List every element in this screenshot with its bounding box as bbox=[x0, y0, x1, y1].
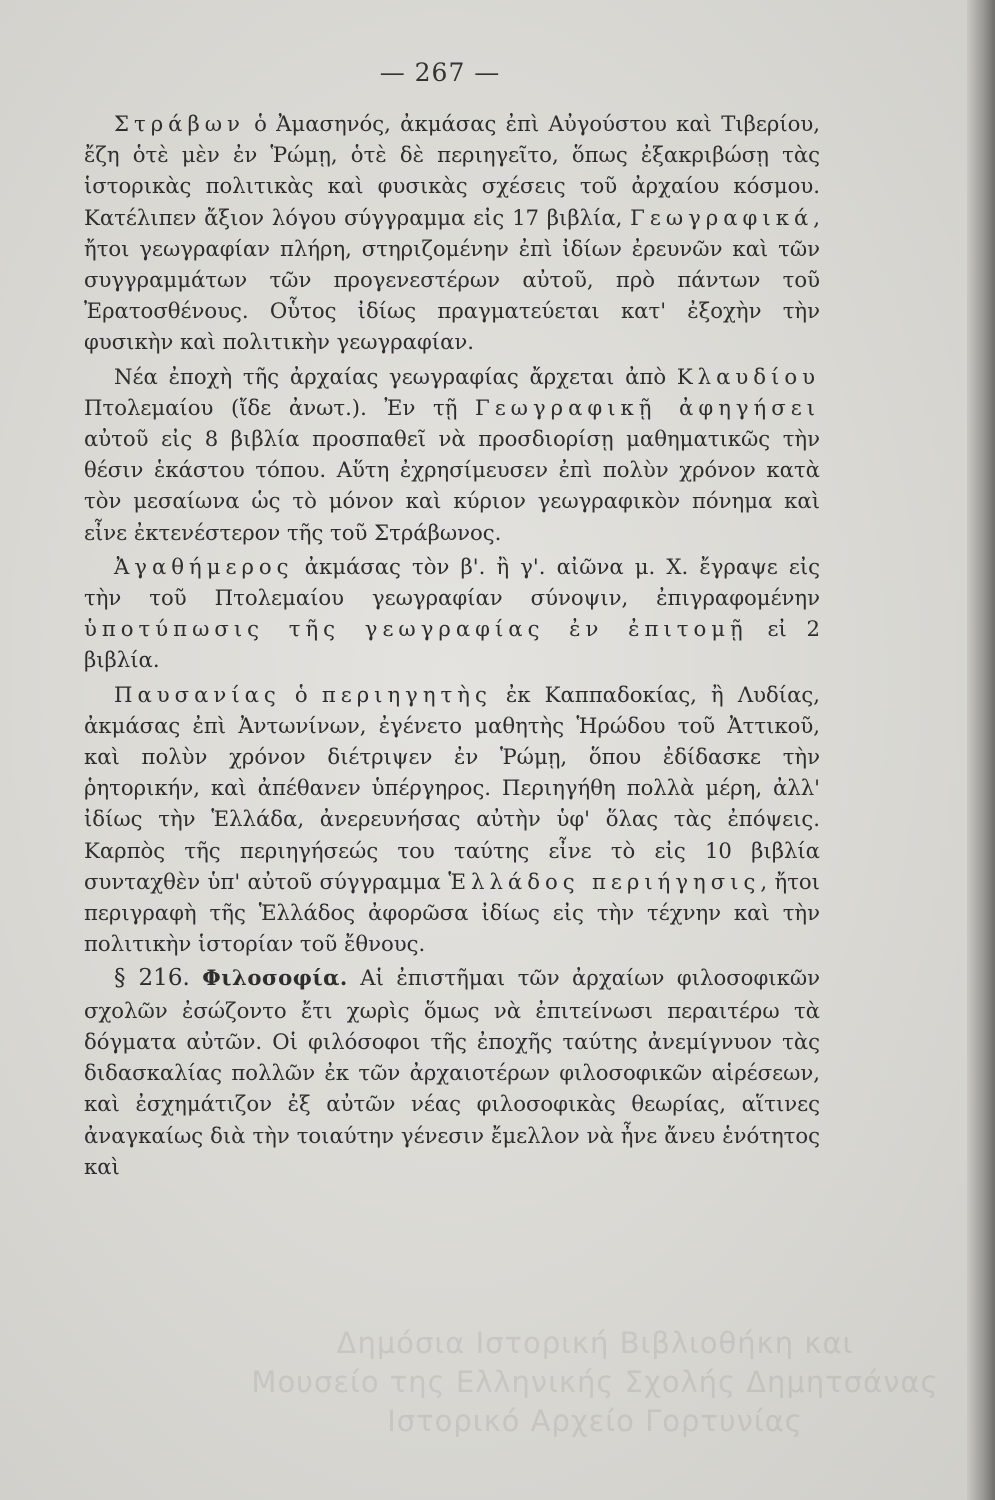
watermark-line: Μουσείο της Ελληνικής Σχολής Δημητσάνας bbox=[251, 1365, 939, 1399]
work-title: Ἑλλάδος περιήγησις bbox=[448, 868, 761, 894]
paragraph-pausanias bbox=[84, 679, 820, 960]
body-text bbox=[84, 108, 820, 1185]
paragraph-philosophy bbox=[84, 962, 820, 1181]
author-name: Ἀγαθήμερος bbox=[114, 553, 294, 579]
paragraph-text: , ἤτοι γεωγραφίαν πλήρη, στηριζομένην ἐπὶ ἰδίων ἐρευνῶν καὶ τῶν συγγραμμάτων τῶν προγενεστέρων αὐτοῦ, πρὸ πάντων τοῦ Ἐρατοσθένους. Οὗτος ἰδίως πραγματεύεται κατ' ἐξοχὴν τὴν φυσικὴν καὶ πολιτικὴν γεωγραφίαν. bbox=[84, 204, 820, 355]
work-title: Γεωγραφικῇ ἀφηγήσει bbox=[475, 394, 821, 420]
author-name: Κλαυδίου bbox=[676, 363, 820, 389]
paragraph-text: , ἤτοι περιγραφὴ τῆς Ἑλλάδος ἀφορῶσα ἰδίως εἰς τὴν τέχνην καὶ τὴν πολιτικὴν ἱστορίαν τοῦ ἔθνους. bbox=[84, 868, 820, 957]
paragraph-ptolemy bbox=[84, 361, 820, 548]
paragraph-text: αὐτοῦ εἰς 8 βιβλία προσπαθεῖ νὰ προσδιορίσῃ μαθηματικῶς τὴν θέσιν ἑκάστου τόπου. Αὕτη ἐχρησίμευσεν ἐπὶ πολὺν χρόνον κατὰ τὸν μεσαίωνα ὡς τὸ μόνον καὶ κύριον γεωγραφικὸν πόνημα καὶ εἶνε ἐκτενέστερον τῆς τοῦ Στράβωνος. bbox=[84, 426, 820, 545]
author-epithet: περιηγητὴς bbox=[321, 681, 492, 707]
paragraph-text: ἀκμάσας τὸν β'. ἢ γ'. αἰῶνα μ. Χ. ἔγραψε εἰς τὴν τοῦ Πτολεμαίου γεωγραφίαν σύνοψιν, ἐπιγραφομένην bbox=[84, 553, 820, 611]
page-number: — 267 — bbox=[379, 58, 501, 87]
paragraph-text: ὁ Ἀμασηνός, ἀκμάσας ἐπὶ Αὐγούστου καὶ Τιβερίου, ἔζη ὁτὲ μὲν ἐν Ῥώμῃ, ὁτὲ δὲ περιηγεῖτο, ὅπως ἐξακριβώσῃ τὰς ἱστορικὰς πολιτικὰς καὶ φυσικὰς σχέσεις τοῦ ἀρχαίου κόσμου. Κατέλιπεν ἄξιον λόγου σύγγραμμα εἰς 17 βιβλία, bbox=[84, 111, 820, 230]
watermark-line: Ιστορικό Αρχείο Γορτυνίας bbox=[387, 1404, 803, 1438]
page-edge-shadow bbox=[967, 0, 995, 1500]
work-title: ὑποτύπωσις τῆς γεωγραφίας ἐν ἐπιτομῇ bbox=[84, 616, 748, 642]
paragraph-text: Νέα ἐποχὴ τῆς ἀρχαίας γεωγραφίας ἄρχεται ἀπὸ bbox=[114, 363, 677, 389]
paragraph-agathemerus bbox=[84, 551, 820, 676]
paragraph-text: ὁ bbox=[280, 681, 322, 707]
paragraph-text: Πτολεμαίου (ἴδε ἀνωτ.). Ἐν τῇ bbox=[84, 394, 475, 420]
paragraph-text: ἐκ Καππαδοκίας, ἢ Λυδίας, ἀκμάσας ἐπὶ Ἀντωνίνων, ἐγένετο μαθητὴς Ἡρώδου τοῦ Ἀττικοῦ, καὶ πολὺν χρόνον διέτριψεν ἐν Ῥώμῃ, ὅπου ἐδίδασκε τὴν ῥητορικήν, καὶ ἀπέθανεν ὑπέργηρος. Περιηγήθη πολλὰ μέρη, ἀλλ' ἰδίως τὴν Ἑλλάδα, ἀνερευνήσας αὐτὴν ὑφ' ὅλας τὰς ἐπόψεις. Καρπὸς τῆς περιηγήσεώς του ταύτης εἶνε τὸ εἰς 10 βιβλία συνταχθὲν ὑπ' αὐτοῦ σύγγραμμα bbox=[84, 681, 820, 894]
paragraph-text: Αἱ ἐπιστῆμαι τῶν ἀρχαίων φιλοσοφικῶν σχολῶν ἐσώζοντο ἔτι χωρὶς ὅμως νὰ ἐπιτείνωσι περαιτέρω τὰ δόγματα αὐτῶν. Οἱ φιλόσοφοι τῆς ἐποχῆς ταύτης ἀνεμίγνυον τὰς διδασκαλίας πολλῶν ἐκ τῶν ἀρχαιοτέρων φιλοσοφικῶν αἱρέσεων, καὶ ἐσχημάτιζον ἐξ αὐτῶν νέας φιλοσοφικὰς θεωρίας, αἵτινες ἀναγκαίως διὰ τὴν τοιαύτην γένεσιν ἔμελλον νὰ ἦνε ἄνευ ἑνότητος καὶ bbox=[84, 965, 820, 1179]
work-title: Γεωγραφικά bbox=[630, 204, 814, 230]
author-name: Στράβων bbox=[114, 111, 245, 136]
section-heading: Φιλοσοφία. bbox=[202, 965, 348, 991]
paragraph-text: εἰ 2 βιβλία. bbox=[84, 616, 820, 673]
section-number: § 216. bbox=[114, 965, 190, 992]
watermark-line: Δημόσια Ιστορική Βιβλιοθήκη και bbox=[336, 1326, 854, 1360]
author-name: Παυσανίας bbox=[114, 681, 281, 707]
paragraph-strabo bbox=[84, 108, 820, 358]
